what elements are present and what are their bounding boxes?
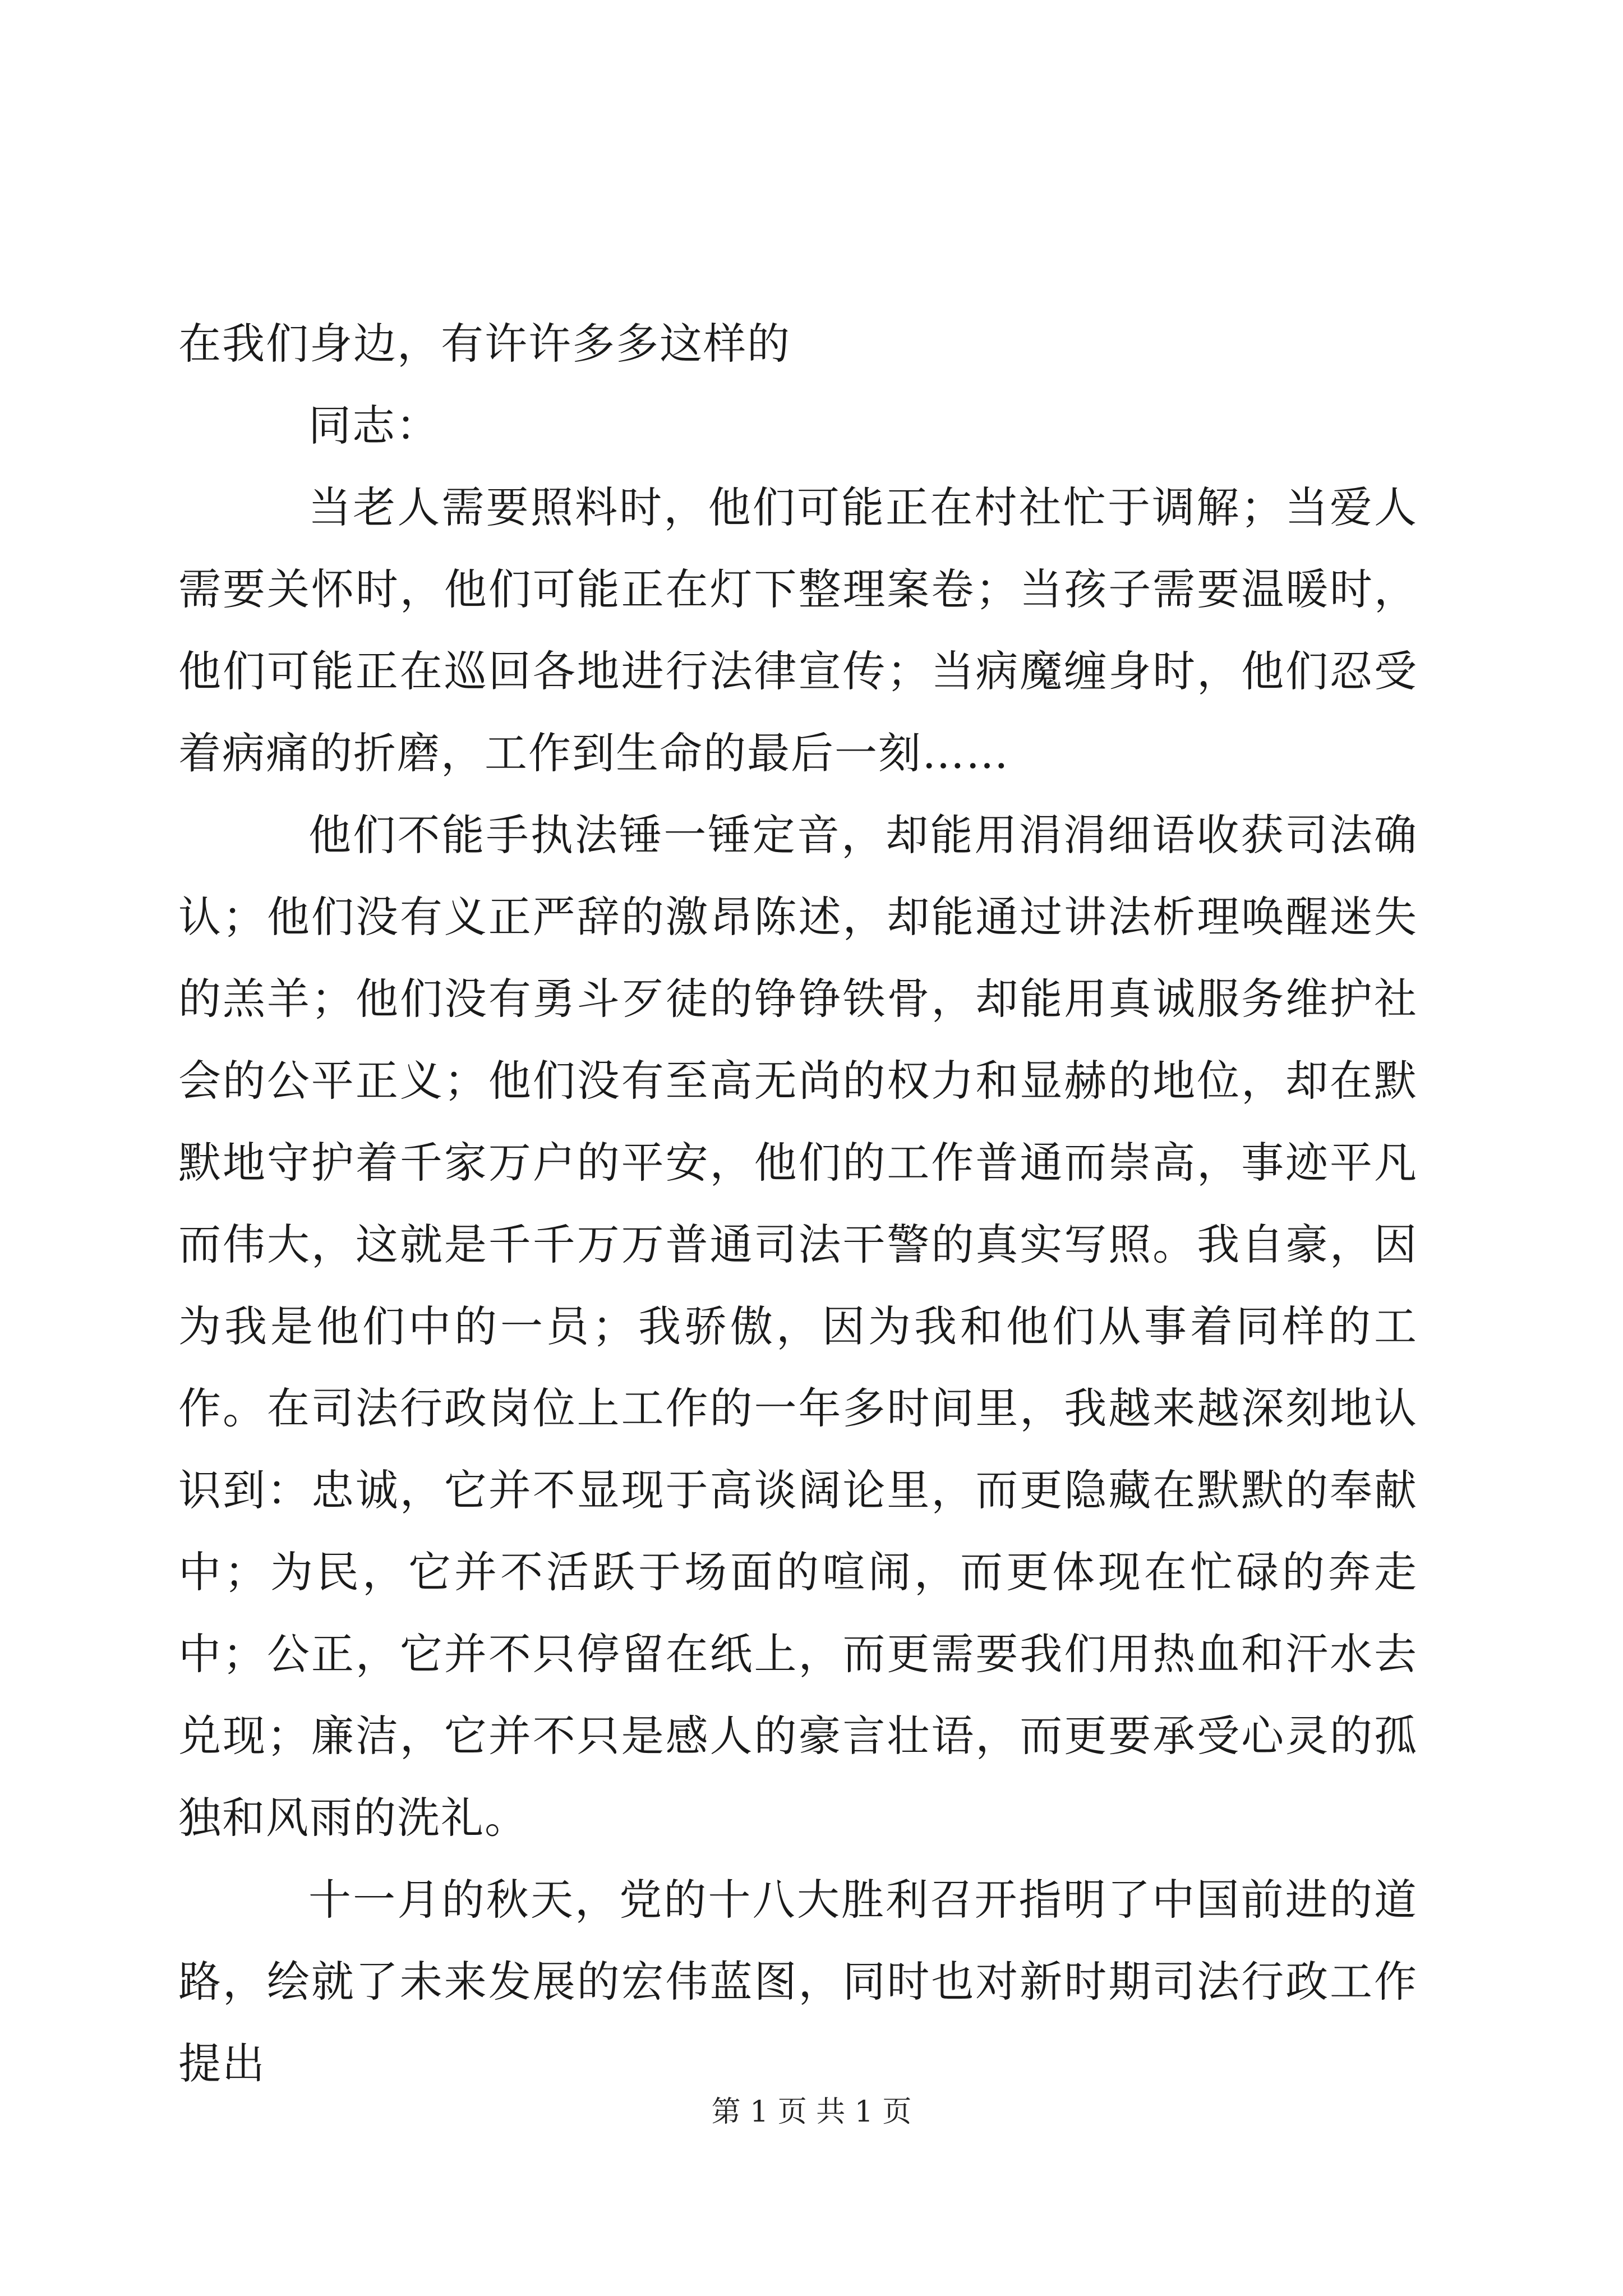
paragraph-1: 当老人需要照料时，他们可能正在村社忙于调解；当爱人需要关怀时，他们可能正在灯下整理案卷；当孩子需要温暖时，他们可能正在巡回各地进行法律宣传；当病魔缠身时，他们忍受着病痛的折磨，工作到生命的最后一刻…… <box>178 482 1418 778</box>
paragraph-3: 十一月的秋天，党的十八大胜利召开指明了中国前进的道路，绘就了未来发展的宏伟蓝图，同时也对新时期司法行政工作提出 <box>178 1875 1418 2088</box>
paragraph-intro: 在我们身边，有许许多多这样的 <box>178 319 791 369</box>
paragraph-2: 他们不能手执法锤一锤定音，却能用涓涓细语收获司法确认；他们没有义正严辞的激昂陈述，却能通过讲法析理唤醒迷失的羔羊；他们没有勇斗歹徒的铮铮铁骨，却能用真诚服务维护社会的公平正义；他们没有至高无尚的权力和显赫的地位，却在默默地守护着千家万户的平安，他们的工作普通而崇高，事迹平凡而伟大，这就是千千万万普通司法干警的真实写照。我自豪，因为我是他们中的一员；我骄傲，因为我和他们从事着同样的工作。在司法行政岗位上工作的一年多时间里，我越来越深刻地认识到：忠诚，它并不显现于高谈阔论里，而更隐藏在默默的奉献中；为民，它并不活跃于场面的喧闹，而更体现在忙碌的奔走中；公正，它并不只停留在纸上，而更需要我们用热血和汗水去兑现；廉洁，它并不只是感人的豪言壮语，而更要承受心灵的孤独和风雨的洗礼。 <box>178 810 1418 1843</box>
paragraph-salutation: 同志： <box>308 401 440 450</box>
document-body <box>178 303 1418 2105</box>
page-footer: 第 1 页 共 1 页 <box>711 2095 912 2129</box>
